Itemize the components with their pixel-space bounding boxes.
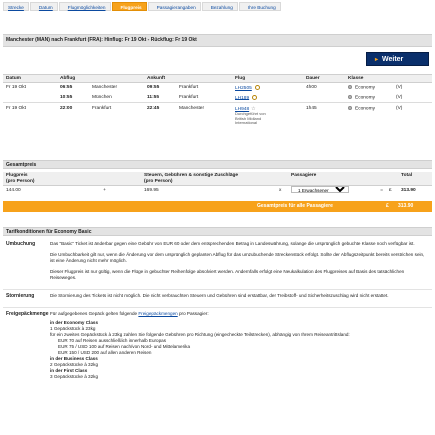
currency: £	[389, 187, 392, 193]
tarif-header: Tarifkonditionen für Economy Basic	[3, 227, 432, 236]
flight-table	[3, 74, 432, 126]
arr-city: Frankfurt	[179, 94, 199, 100]
frei-intro-end: pro Passagier:	[177, 311, 209, 316]
freigepaeck-row	[3, 308, 432, 383]
class-label: Economy	[355, 85, 375, 91]
col-total: Total	[398, 172, 432, 186]
col-dauer: Dauer	[303, 75, 345, 83]
step-datum[interactable]: Datum	[30, 2, 58, 11]
flight-number-link[interactable]: LH2505	[235, 85, 252, 91]
weiter-button[interactable]	[366, 52, 429, 66]
col-datum: Datum	[3, 75, 57, 83]
flight-row	[3, 93, 432, 103]
equals-sign: =	[380, 187, 383, 193]
col-flug: Flug	[232, 75, 303, 83]
total-bar	[3, 201, 432, 212]
stornierung-label: Stornierung	[6, 293, 35, 299]
total-bar-label: Gesamtpreis für alle Passagiere	[257, 203, 333, 209]
umbuchung-p1: Das "Basic" Ticket ist änderbar gegen eine Gebühr von EUR 60 oder dem entsprechenden Betrag in Landeswährung, solange die ursprünglich gebuchte Klasse noch verfügbar ist.	[50, 241, 415, 246]
total-bar-value: 313.90	[398, 203, 414, 209]
economy-fee: EUR 75 / USD 100 auf Reisen nach/von Nord- und Mittelamerika	[58, 344, 191, 349]
flight-date: Fr 19 Okt	[6, 85, 26, 90]
meal-cup-icon	[252, 95, 257, 100]
col-abflug: Abflug	[57, 75, 144, 83]
duration: 4h00	[306, 85, 317, 90]
first-line: 3 Gepäckstücke à 32kg	[50, 374, 99, 379]
total-bar-currency: £	[386, 203, 389, 209]
passenger-select[interactable]	[291, 186, 349, 193]
booking-code: (V)	[396, 94, 403, 100]
frei-intro: Für aufgegebenes Gepäck gelten folgende	[50, 311, 139, 316]
arr-city: Manchester	[176, 103, 232, 126]
plus-sign: +	[103, 187, 106, 193]
economy-fee: EUR 70 auf Reisen ausschließlich innerhalb Europas	[58, 338, 167, 343]
umbuchung-text	[50, 238, 432, 289]
dep-time: 06:55	[60, 85, 73, 90]
dep-city: Manchester	[92, 85, 118, 90]
step-flugmoeglichkeiten[interactable]: Flugmöglichkeiten	[59, 2, 111, 11]
umbuchung-p3: Dieser Flugpreis ist nur gültig, wenn die Flüge in gebuchter Reihenfolge absolviert werden. Andernfalls erfolgt eine Neukalkulation des Flugpreises auf Basis des tatsächlichen Reiseweges.	[50, 269, 405, 280]
progress-steps	[3, 2, 282, 11]
star-icon: ☆	[251, 106, 256, 112]
step-strecke[interactable]: Strecke	[3, 2, 29, 11]
class-cell	[345, 83, 393, 93]
booking-code: (V)	[396, 85, 403, 90]
arr-time: 22:45	[144, 103, 176, 126]
price-table	[3, 172, 432, 195]
col-ankunft: Ankunft	[144, 75, 232, 83]
flight-date: Fr 19 Okt	[3, 103, 57, 126]
duration	[303, 93, 345, 103]
step-flugpreis: Flugpreis	[112, 2, 147, 11]
first-heading: in der First Class	[50, 368, 88, 373]
weiter-label: Weiter	[382, 56, 404, 63]
flight-row	[3, 103, 432, 126]
arrow-right-icon: ▸	[375, 57, 379, 63]
freigepaeck-label: Freigepäckmenge	[6, 311, 49, 317]
booking-code: (V)	[393, 103, 432, 126]
class-radio[interactable]	[348, 106, 352, 110]
col-steuern: Steuern, Gebühren & sonstige Zuschläge (pro Person)	[141, 172, 276, 186]
step-ihre-buchung: Ihre Buchung	[239, 2, 281, 11]
flight-row	[3, 83, 432, 93]
storno-p1: Die Stornierung des Tickets ist nicht möglich. Die nicht verbrauchten Steuern und Gebühren sind erstattbar, der Treibstoff- und Sicherheitszuschlag wird nicht erstattet.	[50, 293, 389, 298]
flight-number-link[interactable]: LH189	[235, 95, 250, 101]
umbuchung-p2: Die Umbuchbarkeit gilt nur, wenn die Änderung vor dem ursprünglich geplanten Abflug für das umzubuchende Streckenstück erfolgt. Sollte der Abflugszeitpunkt bereits verstrichen sein, ist eine Änderung nicht mehr möglich.	[50, 252, 425, 263]
total-value: 313.90	[401, 187, 416, 193]
flight-date	[3, 93, 57, 103]
flight-number-cell	[232, 93, 303, 103]
economy-line: für ein zweites Gepäckstück à 23kg zahlen Sie folgende Gebühren pro Richtung (eingecheckte Teilstrecken), abhängig von Ihrem Reiseantrittsland:	[50, 332, 350, 337]
tarif-conditions	[3, 238, 432, 383]
economy-heading: in der Economy Class	[50, 320, 98, 325]
stornierung-row	[3, 290, 432, 308]
route-title: Manchester (MAN) nach Frankfurt (FRA): Hinflug: Fr 19 Okt - Rückflug: Fr 19 Okt	[3, 34, 432, 47]
umbuchung-label: Umbuchung	[6, 241, 36, 247]
dep-city: Frankfurt	[89, 103, 144, 126]
class-radio[interactable]	[348, 85, 352, 89]
class-label: Economy	[355, 94, 375, 100]
class-label: Economy	[355, 106, 375, 112]
dep-time: 22:00	[57, 103, 89, 126]
passenger-select-cell	[288, 186, 358, 195]
arr-city: Frankfurt	[179, 85, 199, 90]
economy-line: 1 Gepäckstück à 23kg	[50, 326, 96, 331]
freigepaeck-text	[50, 308, 432, 383]
step-passagierangaben: Passagierangaben	[148, 2, 201, 11]
arr-time: 11:55	[147, 94, 160, 100]
class-cell	[345, 93, 393, 103]
times-sign: x	[279, 187, 282, 193]
business-heading: in der Business Class	[50, 356, 98, 361]
price-table-header	[3, 172, 432, 186]
price-row	[3, 186, 432, 195]
flight-number-cell	[232, 83, 303, 93]
business-line: 2 Gepäckstücke à 32kg	[50, 362, 99, 367]
flight-number-link[interactable]: LH948	[235, 107, 250, 112]
gesamtpreis-header: Gesamtpreis	[3, 160, 432, 169]
economy-fee: EUR 150 / USD 200 auf allen anderen Reisen	[58, 350, 152, 355]
step-bezahlung: Bezahlung	[202, 2, 238, 11]
col-passagiere: Passagiere	[288, 172, 358, 186]
dep-city: München	[92, 94, 112, 100]
col-klasse: Klasse	[345, 75, 432, 83]
dep-time: 10:55	[60, 94, 73, 100]
class-cell	[345, 103, 393, 126]
col-flugpreis: Flugpreis (pro Person)	[3, 172, 65, 186]
flugpreis-value: 144.00	[6, 187, 21, 193]
flight-number-cell	[232, 103, 303, 126]
freigepaeck-link[interactable]: Freigepäckmengen	[138, 311, 178, 316]
steuern-value: 169.95	[144, 187, 159, 193]
meal-cup-icon	[255, 85, 260, 90]
operated-by: Durchgeführt von British Midland International	[235, 111, 266, 126]
flight-table-header	[3, 75, 432, 83]
arr-time: 09:55	[147, 85, 160, 90]
stornierung-text	[50, 290, 432, 307]
class-radio[interactable]	[348, 95, 352, 99]
umbuchung-row	[3, 238, 432, 290]
duration: 1h45	[303, 103, 345, 126]
